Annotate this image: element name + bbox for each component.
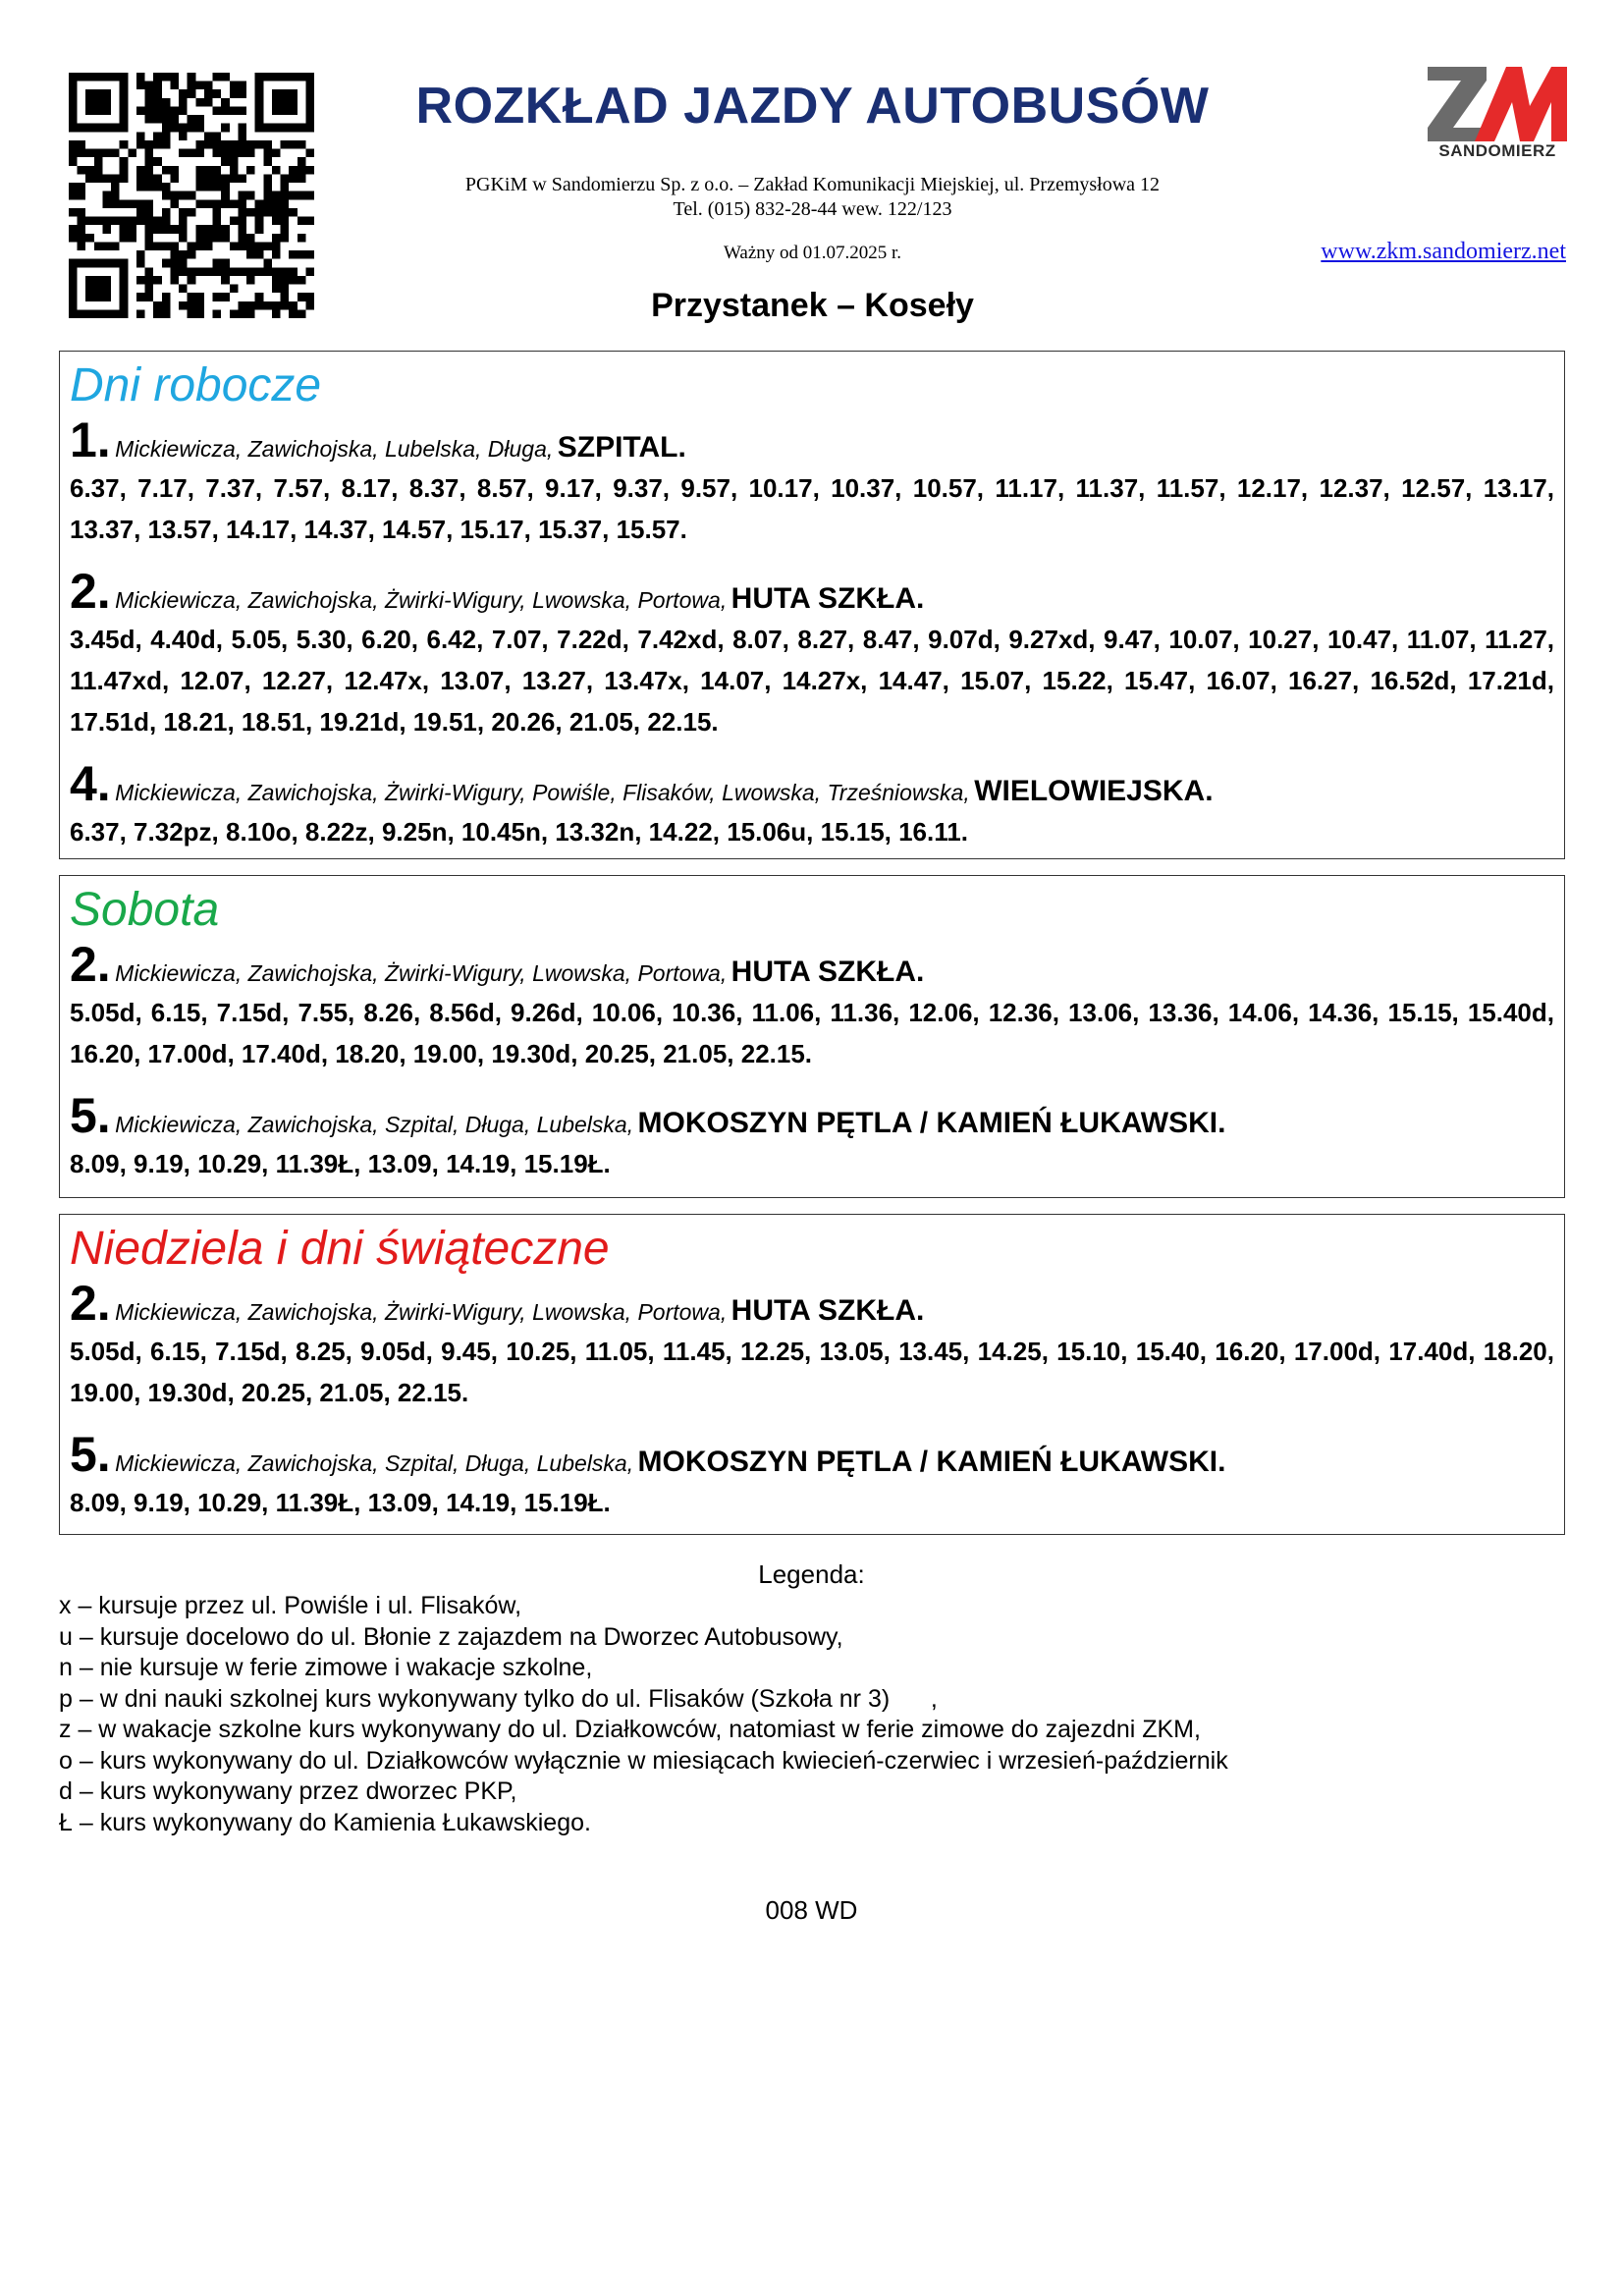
section-sunday bbox=[59, 1214, 1565, 1535]
departure-times: 6.37, 7.32pz, 8.10o, 8.22z, 9.25n, 10.45n, 13.32n, 14.22, 15.06u, 15.15, 16.11. bbox=[70, 817, 968, 847]
route-number: 2. bbox=[70, 937, 111, 992]
zkm-logo bbox=[1424, 63, 1571, 161]
route-via: Mickiewicza, Zawichojska, Żwirki-Wigury, Lwowska, Portowa, bbox=[115, 1299, 728, 1325]
legend-item: z – w wakacje szkolne kurs wykonywany do ul. Działkowców, natomiast w ferie zimowe do zajezdni ZKM, bbox=[59, 1716, 1201, 1743]
route-destination: MOKOSZYN PĘTLA / KAMIEŃ ŁUKAWSKI. bbox=[637, 1446, 1226, 1478]
route-destination: MOKOSZYN PĘTLA / KAMIEŃ ŁUKAWSKI. bbox=[637, 1107, 1226, 1139]
route-block bbox=[70, 937, 1554, 1074]
company-address: PGKiM w Sandomierzu Sp. z o.o. – Zakład Komunikacji Miejskiej, ul. Przemysłowa 12 bbox=[464, 174, 1161, 195]
company-phone: Tel. (015) 832-28-44 wew. 122/123 bbox=[673, 198, 952, 220]
route-number: 2. bbox=[70, 1276, 111, 1331]
route-number: 5. bbox=[70, 1088, 111, 1143]
section-title: Dni robocze bbox=[70, 359, 322, 411]
route-header bbox=[70, 1427, 1554, 1482]
departure-times: 8.09, 9.19, 10.29, 11.39Ł, 13.09, 14.19, 15.19Ł. bbox=[70, 1149, 611, 1178]
route-destination: WIELOWIEJSKA. bbox=[974, 775, 1214, 807]
route-number: 5. bbox=[70, 1427, 111, 1482]
route-number: 2. bbox=[70, 564, 111, 619]
route-destination: SZPITAL. bbox=[557, 431, 686, 464]
route-block bbox=[70, 564, 1554, 742]
section-title: Sobota bbox=[70, 884, 220, 936]
route-block bbox=[70, 412, 1554, 550]
legend-item: Ł – kurs wykonywany do Kamienia Łukawskiego. bbox=[59, 1808, 591, 1836]
website-link[interactable]: www.zkm.sandomierz.net bbox=[1321, 239, 1566, 264]
route-header bbox=[70, 412, 1554, 467]
departure-times: 5.05d, 6.15, 7.15d, 7.55, 8.26, 8.56d, 9.26d, 10.06, 10.36, 11.06, 11.36, 12.06, 12.36, 13.06, 13.36, 14.06, 14.36, 15.15, 15.40d, 16.20, 17.00d, 17.40d, 18.20, 19.00, 19.30d, 20.25, 21.05, 22.15. bbox=[70, 998, 1554, 1068]
route-via: Mickiewicza, Zawichojska, Szpital, Długa, Lubelska, bbox=[115, 1112, 634, 1137]
route-header bbox=[70, 564, 1554, 619]
company-info bbox=[334, 173, 1291, 222]
legend-item: d – kurs wykonywany przez dworzec PKP, bbox=[59, 1777, 517, 1805]
logo-text: SANDOMIERZ bbox=[1438, 141, 1556, 160]
qr-code bbox=[69, 73, 314, 318]
footer-code: 008 WD bbox=[765, 1895, 858, 1925]
departure-times: 3.45d, 4.40d, 5.05, 5.30, 6.20, 6.42, 7.07, 7.22d, 7.42xd, 8.07, 8.27, 8.47, 9.07d, 9.27xd, 9.47, 10.07, 10.27, 10.47, 11.07, 11.27, 11.47xd, 12.07, 12.27, 12.47x, 13.07, 13.27, 13.47x, 14.07, 14.27x, 14.47, 15.07, 15.22, 15.47, 16.07, 16.27, 16.52d, 17.21d, 17.51d, 18.21, 18.51, 19.21d, 19.51, 20.26, 21.05, 22.15. bbox=[70, 625, 1554, 737]
legend-item: p – w dni nauki szkolnej kurs wykonywany tylko do ul. Flisaków (Szkoła nr 3) , bbox=[59, 1684, 938, 1713]
departure-times: 6.37, 7.17, 7.37, 7.57, 8.17, 8.37, 8.57, 9.17, 9.37, 9.57, 10.17, 10.37, 10.57, 11.17, 11.37, 11.57, 12.17, 12.37, 12.57, 13.17, 13.37, 13.57, 14.17, 14.37, 14.57, 15.17, 15.37, 15.57. bbox=[70, 473, 1554, 544]
legend-item: u – kursuje docelowo do ul. Błonie z zajazdem na Dworzec Autobusowy, bbox=[59, 1622, 843, 1651]
route-block bbox=[70, 1276, 1554, 1413]
route-header bbox=[70, 756, 1554, 811]
legend-title: Legenda: bbox=[758, 1559, 865, 1589]
legend-item: o – kurs wykonywany do ul. Działkowców wyłącznie w miesiącach kwiecień-czerwiec i wrzesień-październik bbox=[59, 1746, 1228, 1775]
legend-item: x – kursuje przez ul. Powiśle i ul. Flisaków, bbox=[59, 1592, 522, 1619]
legend-item: n – nie kursuje w ferie zimowe i wakacje szkolne, bbox=[59, 1654, 593, 1681]
logo-mark-icon bbox=[1424, 63, 1571, 143]
departure-times: 5.05d, 6.15, 7.15d, 8.25, 9.05d, 9.45, 10.25, 11.05, 11.45, 12.25, 13.05, 13.45, 14.25, 15.10, 15.40, 16.20, 17.00d, 17.40d, 18.20, 19.00, 19.30d, 20.25, 21.05, 22.15. bbox=[70, 1337, 1554, 1407]
route-header bbox=[70, 1088, 1554, 1143]
route-via: Mickiewicza, Zawichojska, Lubelska, Długa, bbox=[115, 436, 554, 462]
departure-times: 8.09, 9.19, 10.29, 11.39Ł, 13.09, 14.19, 15.19Ł. bbox=[70, 1488, 611, 1517]
page-title: ROZKŁAD JAZDY AUTOBUSÓW bbox=[415, 78, 1210, 135]
legend bbox=[59, 1591, 1591, 1838]
valid-from: Ważny od 01.07.2025 r. bbox=[723, 243, 902, 263]
route-via: Mickiewicza, Zawichojska, Żwirki-Wigury, Powiśle, Flisaków, Lwowska, Trześniowska, bbox=[115, 780, 970, 805]
route-block bbox=[70, 756, 1554, 852]
route-number: 1. bbox=[70, 412, 111, 467]
stop-name: Przystanek – Koseły bbox=[651, 287, 974, 324]
route-block bbox=[70, 1427, 1554, 1523]
route-header bbox=[70, 937, 1554, 992]
route-block bbox=[70, 1088, 1554, 1184]
route-destination: HUTA SZKŁA. bbox=[730, 956, 925, 988]
section-title: Niedziela i dni świąteczne bbox=[70, 1223, 610, 1275]
section-saturday bbox=[59, 875, 1565, 1198]
route-via: Mickiewicza, Zawichojska, Żwirki-Wigury, Lwowska, Portowa, bbox=[115, 960, 728, 986]
route-via: Mickiewicza, Zawichojska, Szpital, Długa, Lubelska, bbox=[115, 1450, 634, 1476]
route-number: 4. bbox=[70, 756, 111, 811]
section-workdays bbox=[59, 351, 1565, 859]
route-destination: HUTA SZKŁA. bbox=[730, 1294, 925, 1327]
route-destination: HUTA SZKŁA. bbox=[730, 582, 925, 615]
route-header bbox=[70, 1276, 1554, 1331]
route-via: Mickiewicza, Zawichojska, Żwirki-Wigury, Lwowska, Portowa, bbox=[115, 587, 728, 613]
